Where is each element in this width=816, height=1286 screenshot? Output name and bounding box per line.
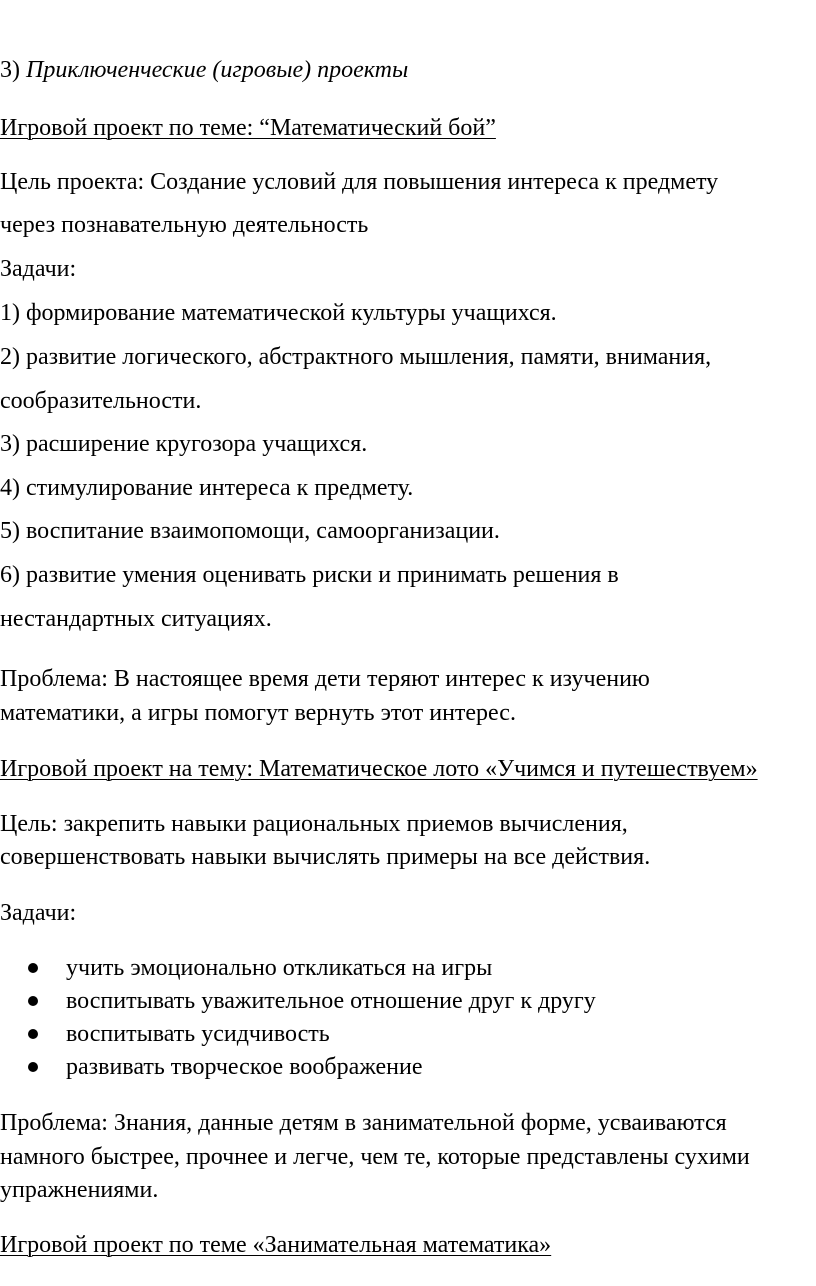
bullet-text: развивать творческое воображение bbox=[66, 1054, 423, 1080]
project1-task: 1) формирование математической культуры учащихся. bbox=[0, 300, 557, 326]
project2-tasks-label: Задачи: bbox=[0, 900, 77, 926]
list-item bbox=[0, 954, 816, 982]
list-item bbox=[0, 1020, 816, 1048]
project2-problem-line2: намного быстрее, прочнее и легче, чем те, которые представлены сухими bbox=[0, 1144, 750, 1170]
bullet-icon bbox=[28, 963, 38, 973]
section-heading bbox=[0, 56, 408, 84]
bullet-icon bbox=[28, 1062, 38, 1072]
project1-task: 4) стимулирование интереса к предмету. bbox=[0, 475, 414, 501]
project1-task: 2) развитие логического, абстрактного мышления, памяти, внимания, bbox=[0, 344, 712, 370]
list-item bbox=[0, 1053, 816, 1081]
project3-heading: Игровой проект по теме «Занимательная математика» bbox=[0, 1232, 552, 1258]
project1-problem-line2: математики, а игры помогут вернуть этот интерес. bbox=[0, 700, 516, 726]
project2-heading: Игровой проект на тему: Математическое лото «Учимся и путешествуем» bbox=[0, 756, 758, 782]
project2-goal-line1: Цель: закрепить навыки рациональных приемов вычисления, bbox=[0, 811, 628, 837]
project2-problem-line3: упражнениями. bbox=[0, 1177, 159, 1203]
section-title: Приключенческие (игровые) проекты bbox=[26, 57, 409, 83]
project2-goal-line2: совершенствовать навыки вычислять примеры на все действия. bbox=[0, 844, 651, 870]
project1-tasks-label: Задачи: bbox=[0, 256, 77, 282]
list-item bbox=[0, 987, 816, 1015]
bullet-text: учить эмоционально откликаться на игры bbox=[66, 955, 493, 981]
project1-task: 6) развитие умения оценивать риски и принимать решения в bbox=[0, 562, 619, 588]
bullet-icon bbox=[28, 1029, 38, 1039]
bullet-text: воспитывать уважительное отношение друг к другу bbox=[66, 988, 596, 1014]
project1-heading: Игровой проект по теме: “Математический бой” bbox=[0, 115, 496, 141]
bullet-text: воспитывать усидчивость bbox=[66, 1021, 330, 1047]
project1-task: сообразительности. bbox=[0, 388, 202, 414]
project1-task: нестандартных ситуациях. bbox=[0, 606, 272, 632]
project1-task: 3) расширение кругозора учащихся. bbox=[0, 431, 368, 457]
project1-goal-line1: Цель проекта: Создание условий для повышения интереса к предмету bbox=[0, 169, 719, 195]
project1-task: 5) воспитание взаимопомощи, самоорганизации. bbox=[0, 518, 500, 544]
project2-problem-line1: Проблема: Знания, данные детям в занимательной форме, усваиваются bbox=[0, 1110, 727, 1136]
section-number: 3) bbox=[0, 57, 20, 83]
project1-problem-line1: Проблема: В настоящее время дети теряют интерес к изучению bbox=[0, 666, 650, 692]
project1-goal-line2: через познавательную деятельность bbox=[0, 212, 369, 238]
bullet-icon bbox=[28, 996, 38, 1006]
